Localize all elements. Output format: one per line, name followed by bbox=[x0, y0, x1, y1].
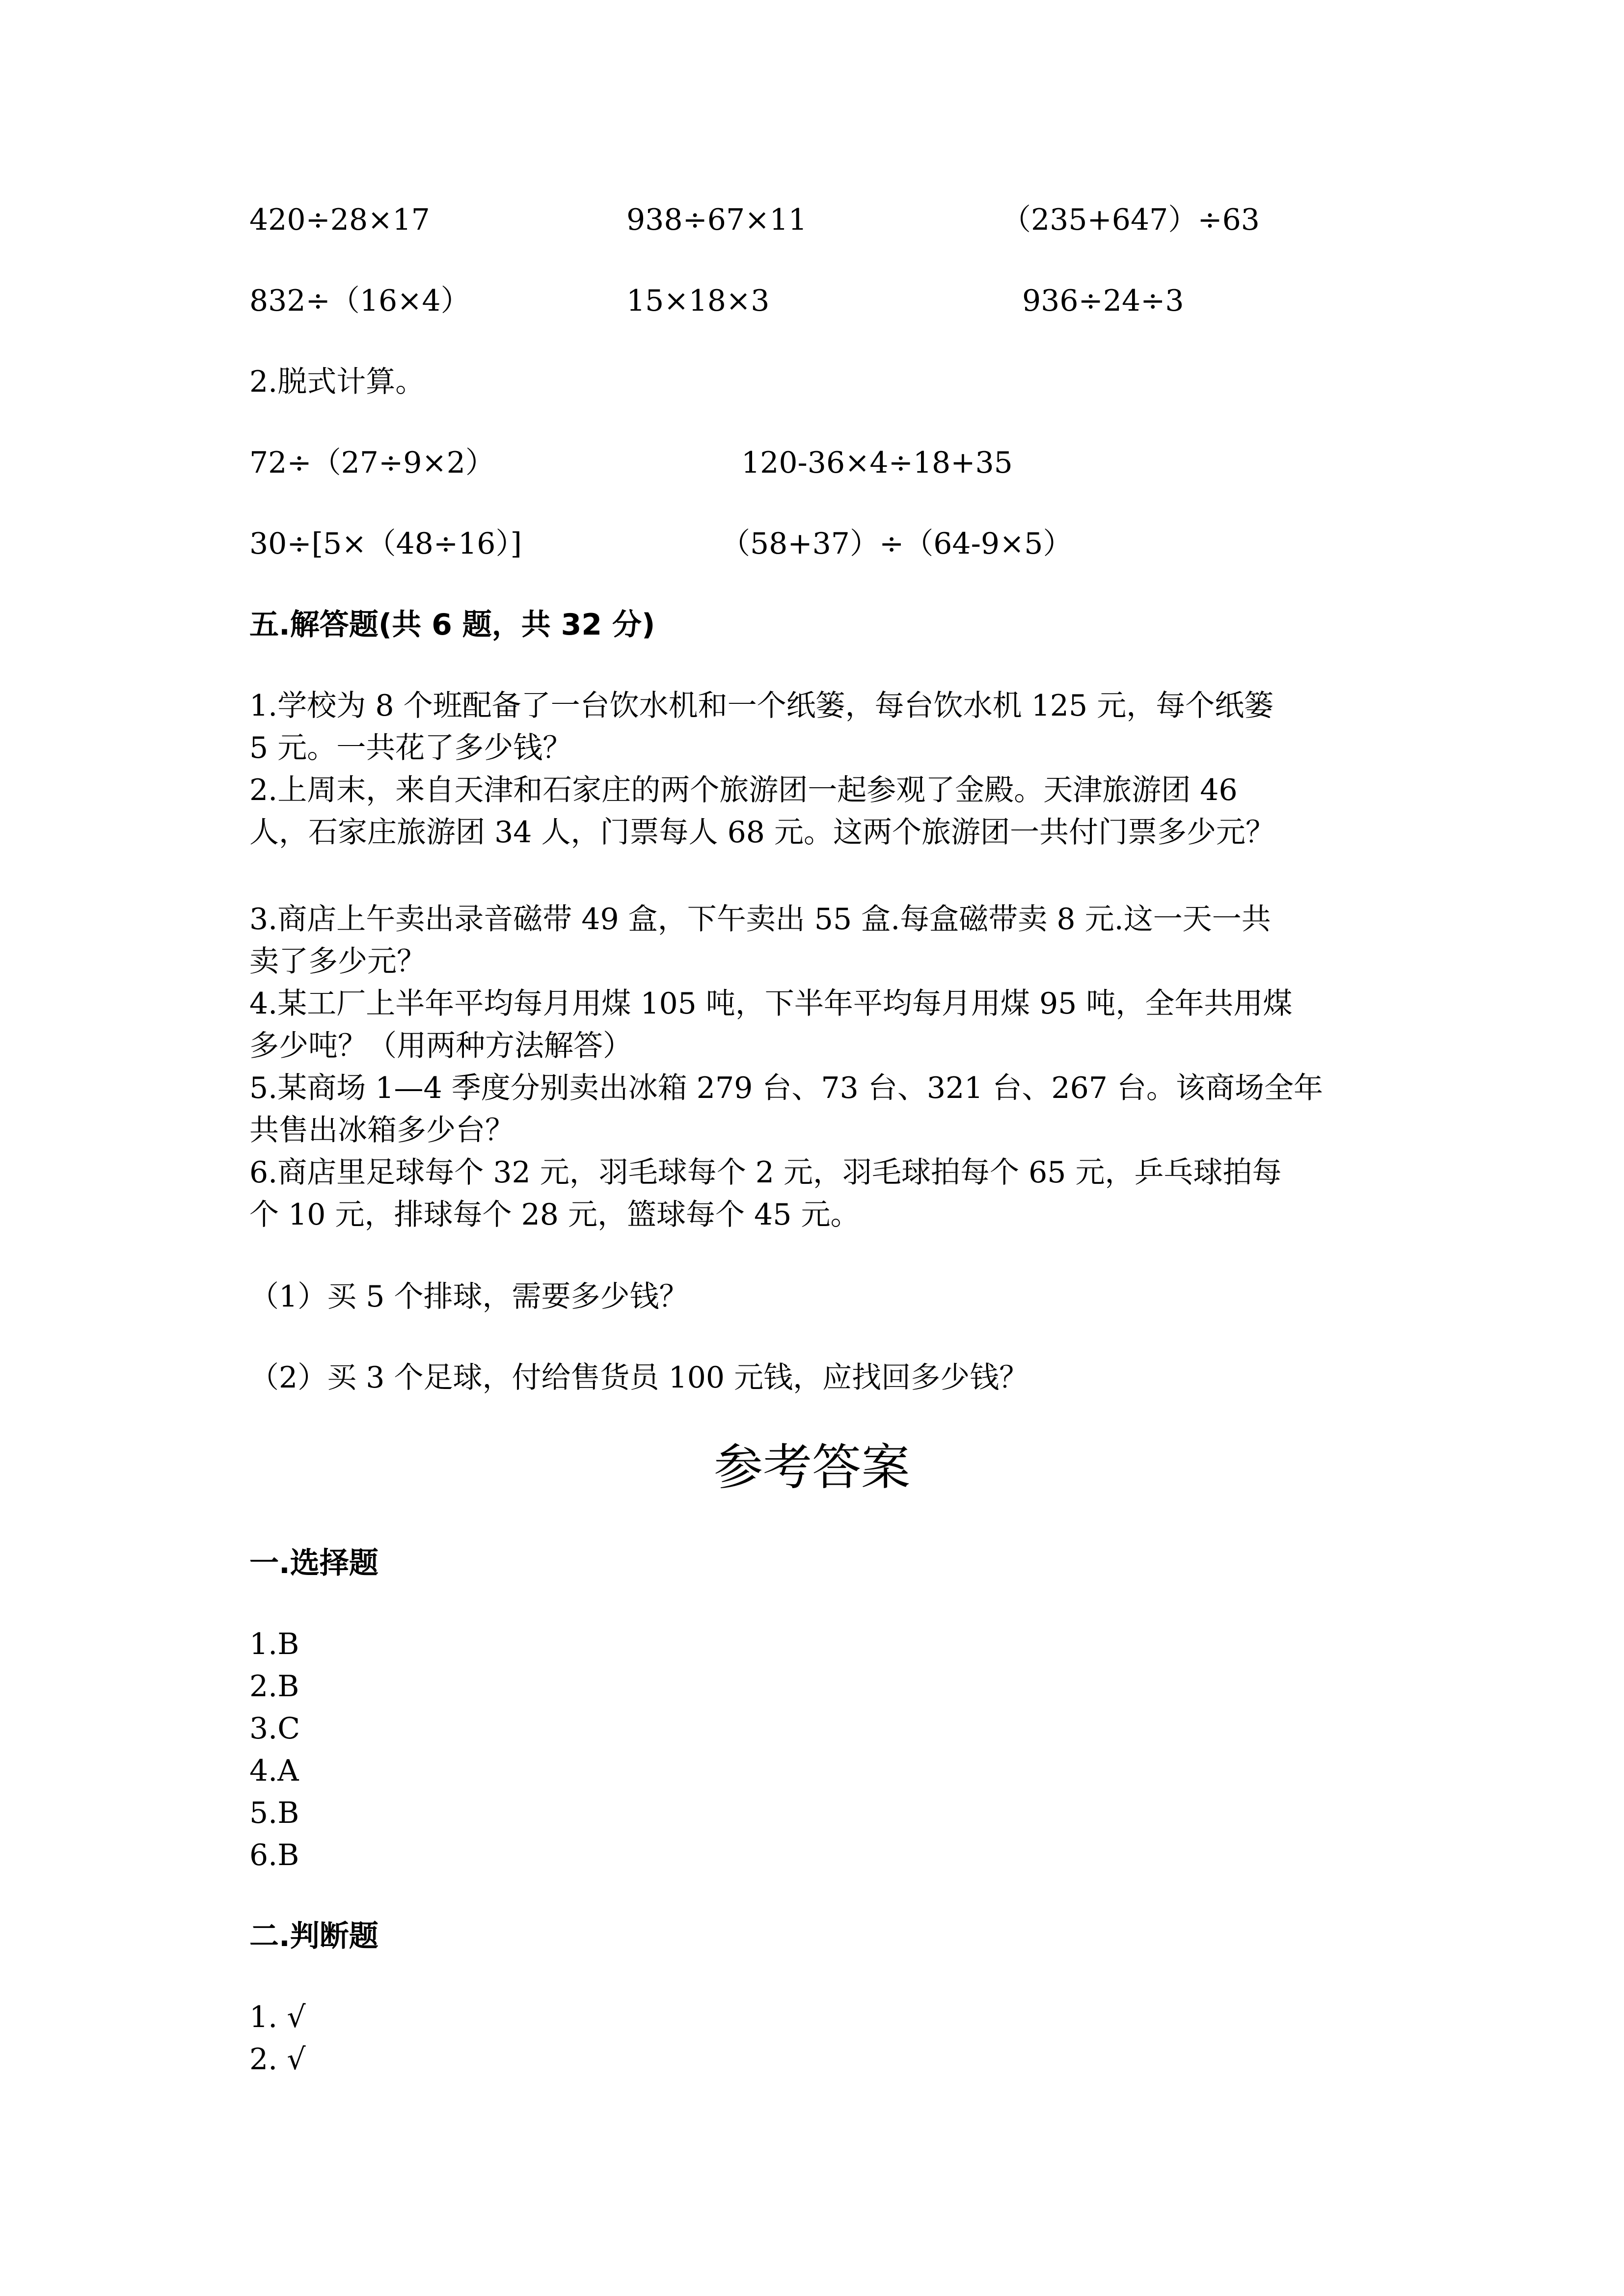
section-heading: 2.脱式计算。 bbox=[249, 365, 425, 399]
question-text: 2.上周末，来自天津和石家庄的两个旅游团一起参观了金殿。天津旅游团 46 bbox=[249, 773, 1238, 807]
calc-expression: 936÷24÷3 bbox=[1022, 284, 1184, 318]
calc-expression: 15×18×3 bbox=[626, 284, 770, 318]
subquestion-text: （2）买 3 个足球，付给售货员 100 元钱，应找回多少钱？ bbox=[249, 1361, 1029, 1395]
section-heading: 五.解答题(共 6 题，共 32 分) bbox=[249, 608, 655, 642]
section-heading: 一.选择题 bbox=[249, 1546, 379, 1580]
answer-item: 1. √ bbox=[249, 2000, 306, 2034]
calc-expression: 832÷（16×4） bbox=[249, 284, 470, 318]
answer-item: 2.B bbox=[249, 1669, 299, 1704]
question-text: 3.商店上午卖出录音磁带 49 盒，下午卖出 55 盒.每盒磁带卖 8 元.这一天一共 bbox=[249, 902, 1271, 936]
subquestion-text: （1）买 5 个排球，需要多少钱？ bbox=[249, 1280, 689, 1314]
question-text: 5 元。一共花了多少钱？ bbox=[249, 731, 572, 765]
calc-expression: 72÷（27÷9×2） bbox=[249, 446, 495, 480]
answer-item: 6.B bbox=[249, 1838, 299, 1872]
question-text: 共售出冰箱多少台？ bbox=[249, 1113, 514, 1148]
calc-expression: 30÷[5×（48÷16）] bbox=[249, 527, 522, 561]
question-text: 6.商店里足球每个 32 元，羽毛球每个 2 元，羽毛球拍每个 65 元，乒乓球拍每 bbox=[249, 1155, 1282, 1190]
answer-item: 2. √ bbox=[249, 2042, 306, 2077]
question-text: 1.学校为 8 个班配备了一台饮水机和一个纸篓，每台饮水机 125 元，每个纸篓 bbox=[249, 689, 1274, 723]
answer-item: 1.B bbox=[249, 1627, 299, 1661]
question-text: 人，石家庄旅游团 34 人，门票每人 68 元。这两个旅游团一共付门票多少元？ bbox=[249, 815, 1275, 850]
calc-expression: 420÷28×17 bbox=[249, 203, 430, 237]
question-text: 个 10 元，排球每个 28 元，篮球每个 45 元。 bbox=[249, 1198, 860, 1232]
answer-item: 4.A bbox=[249, 1754, 299, 1788]
answer-item: 5.B bbox=[249, 1796, 299, 1830]
answer-item: 3.C bbox=[249, 1711, 300, 1746]
calc-expression: 120-36×4÷18+35 bbox=[741, 446, 1013, 480]
question-text: 多少吨？（用两种方法解答） bbox=[249, 1029, 632, 1063]
calc-expression: 938÷67×11 bbox=[626, 203, 807, 237]
question-text: 卖了多少元？ bbox=[249, 944, 426, 979]
question-text: 4.某工厂上半年平均每月用煤 105 吨，下半年平均每月用煤 95 吨，全年共用煤 bbox=[249, 987, 1293, 1021]
answers-title: 参考答案 bbox=[714, 1439, 910, 1496]
question-text: 5.某商场 1—4 季度分别卖出冰箱 279 台、73 台、321 台、267 台。该商场全年 bbox=[249, 1071, 1324, 1105]
section-heading: 二.判断题 bbox=[249, 1919, 379, 1953]
calc-expression: （235+647）÷63 bbox=[1001, 203, 1260, 237]
calc-expression: （58+37）÷（64-9×5） bbox=[721, 527, 1073, 561]
